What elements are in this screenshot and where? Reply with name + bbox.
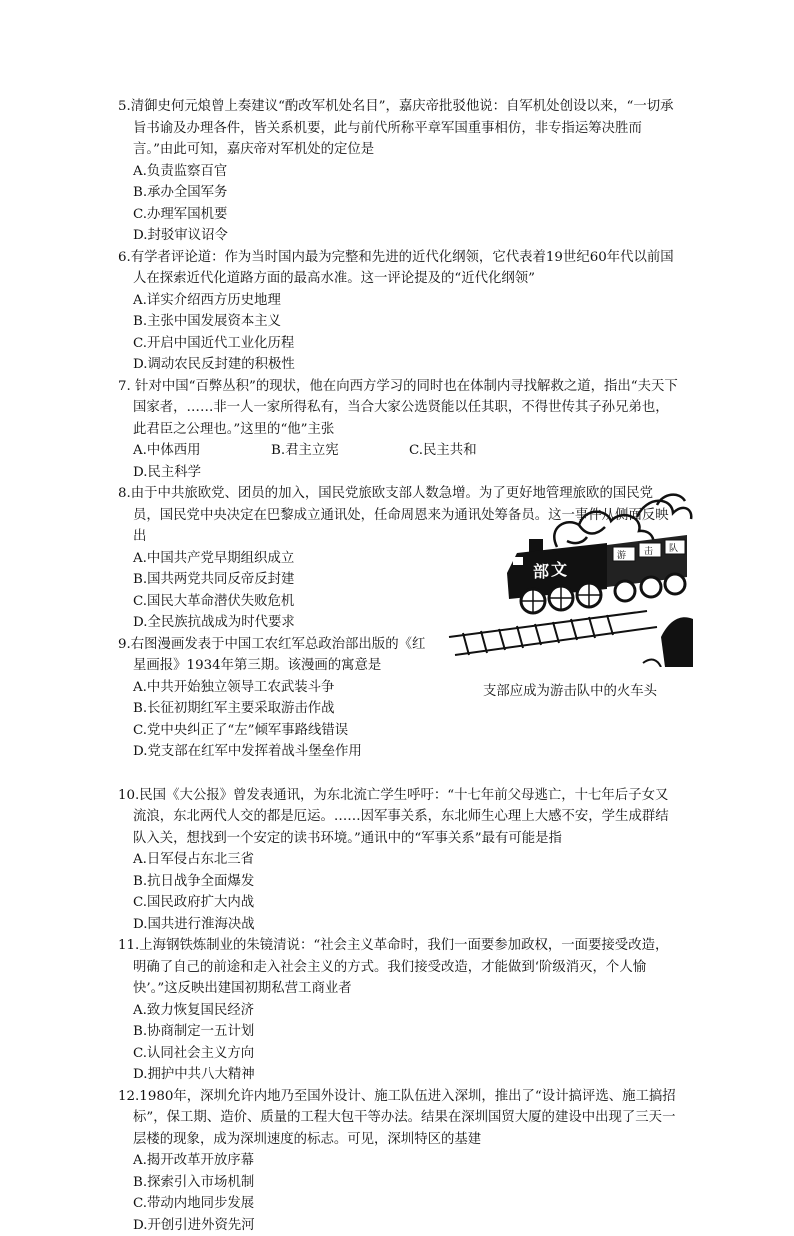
option-c: C.党中央纠正了“左”倾军事路线错误 [133,720,678,742]
option-b: B.探索引入市场机制 [133,1172,411,1194]
option-b: B.承办全国军务 [133,182,411,204]
cartoon-caption: 支部应成为游击队中的火车头 [483,680,657,699]
train-char-1: 部 [533,562,549,581]
option-d: D.党支部在红军中发挥着战斗堡垒作用 [133,741,678,763]
option-b: B.抗日战争全面爆发 [133,871,411,893]
option-d: D.民主科学 [133,462,271,484]
option-d: D.全民族抗战成为时代要求 [133,612,678,634]
question-stem: 7. 针对中国“百弊丛积”的现状，他在向西方学习的同时也在体制内寻找解救之道，指出“夫天下国家者，……非一人一家所得私有，当合大家公选贤能以任其职，不得世传其子孙兄弟也，此君臣之公理也。”这里的“他”主张 [118,376,678,441]
option-d: D.开创引进外资先河 [133,1215,411,1236]
options [118,849,678,935]
options [118,161,678,247]
option-c: C.国民大革命潜伏失败危机 [133,591,678,613]
question-stem: 11.上海钢铁炼制业的朱镜清说：“社会主义革命时，我们一面要参加政权，一面要接受改造，明确了自己的前途和走入社会主义的方式。我们接受改造，才能做到‘阶级消灭，个人愉快’。”这反映出建国初期私营工商业者 [118,935,678,1000]
question-10 [118,785,678,936]
question-5 [118,96,678,247]
question-stem: 8.由于中共旅欧党、团员的加入，国民党旅欧支部人数急增。为了更好地管理旅欧的国民党员，国民党中央决定在巴黎成立通讯处，任命周恩来为通讯处筹备员。这一事件从侧面反映出 [118,483,678,548]
question-stem: 12.1980年，深圳允许内地乃至国外设计、施工队伍进入深圳，推出了“设计搞评选、施工搞招标”，保工期、造价、质量的工程大包干等办法。结果在深圳国贸大厦的建设中出现了三天一层楼的现象，成为深圳速度的标志。可见，深圳特区的基建 [118,1086,678,1151]
option-d: D.封驳审议诏令 [133,225,411,247]
option-d: D.拥护中共八大精神 [133,1064,411,1086]
option-b: B.主张中国发展资本主义 [133,311,678,333]
option-b: B.协商制定一五计划 [133,1021,411,1043]
option-a: A.中体西用 [133,440,271,462]
option-b: B.国共两党共同反帝反封建 [133,569,678,591]
question-stem: 6.有学者评论道：作为当时国内最为完整和先进的近代化纲领，它代表着19世纪60年代以前国人在探索近代化道路方面的最高水准。这一评论提及的“近代化纲领” [118,247,678,290]
option-c: C.国民政府扩大内战 [133,892,411,914]
option-c: C.办理军国机要 [133,204,411,226]
question-7 [118,376,678,484]
question-stem: 9.右图漫画发表于中国工农红军总政治部出版的《红星画报》1934年第三期。该漫画的寓意是 [118,634,433,677]
railway-tracks [449,611,657,655]
question-stem: 10.民国《大公报》曾发表通讯，为东北流亡学生呼吁：“十七年前父母逃亡，十七年后子女又流浪，东北两代人交的都是厄运。……因军事关系，东北师生心理上大感不安，学生成群结队入关，想找到一个安定的读书环境。”通讯中的“军事关系”最有可能是指 [118,785,678,850]
question-stem: 5.清御史何元烺曾上奏建议“酌改军机处名目”，嘉庆帝批驳他说：自军机处创设以来，“一切承旨书谕及办理各件，皆关系机要，此与前代所称平章军国重事相仿，非专指运筹决胜而言。”由此可知，嘉庆帝对军机处的定位是 [118,96,678,161]
option-c: C.民主共和 [409,440,547,462]
option-d: D.国共进行淮海决战 [133,914,411,936]
car-label-1: 游 [617,549,626,561]
option-c: C.带动内地同步发展 [133,1193,411,1215]
train-char-2: 文 [551,560,567,579]
option-b: B.长征初期红军主要采取游击作战 [133,698,678,720]
option-a: A.揭开改革开放序幕 [133,1150,411,1172]
question-11 [118,935,678,1086]
option-a: A.负责监察百官 [133,161,411,183]
options [118,1150,678,1236]
cartoon-train-illustration [447,487,693,667]
options [118,440,678,483]
option-d: D.调动农民反封建的积极性 [133,354,678,376]
option-c: C.开启中国近代工业化历程 [133,333,678,355]
car-label-3: 队 [669,542,678,554]
option-a: A.详实介绍西方历史地理 [133,290,678,312]
caption-spacer [118,763,678,785]
question-6 [118,247,678,376]
option-b: B.君主立宪 [271,440,409,462]
option-a: A.中共开始独立领导工农武装斗争 [133,677,678,699]
ground-tree [643,617,693,667]
options [118,290,678,376]
option-a: A.致力恢复国民经济 [133,1000,411,1022]
car-label-2: 击 [644,545,653,557]
option-a: A.日军侵占东北三省 [133,849,411,871]
option-c: C.认同社会主义方向 [133,1043,411,1065]
options [118,1000,678,1086]
option-a: A.中国共产党早期组织成立 [133,548,678,570]
question-12 [118,1086,678,1236]
